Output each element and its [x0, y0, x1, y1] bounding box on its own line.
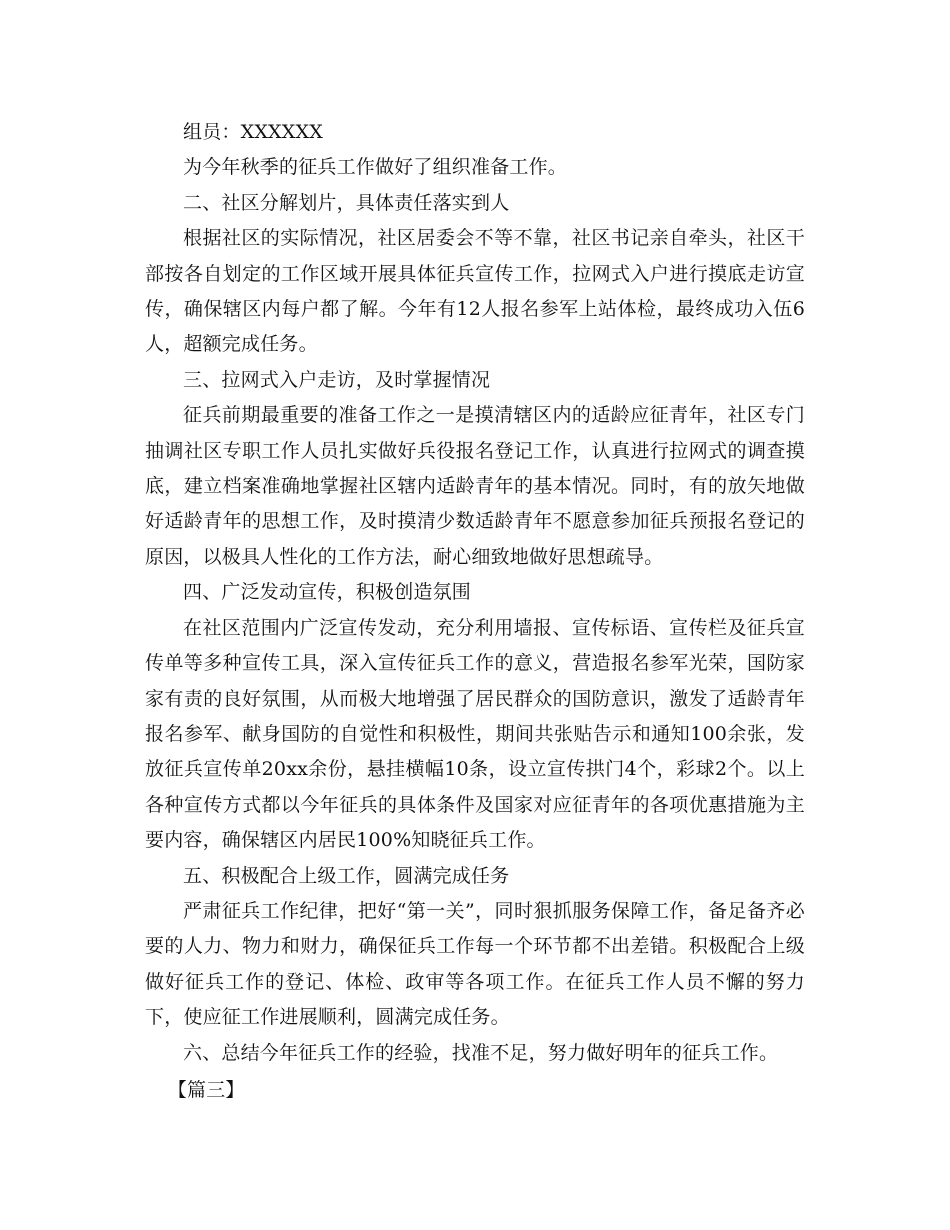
- section-heading-3: 三、拉网式入户走访，及时掌握情况: [183, 368, 491, 391]
- document-body: [145, 115, 805, 1108]
- section-heading-5: 五、积极配合上级工作，圆满完成任务: [183, 864, 510, 887]
- paragraph-section-2: 根据社区的实际情况，社区居委会不等不靠，社区书记亲自牵头，社区干部按各自划定的工作区域开展具体征兵宣传工作，拉网式入户进行摸底走访宣传，确保辖区内每户都了解。今年有12人报名参军上站体检，最终成功入伍6人，超额完成任务。: [145, 227, 805, 356]
- chapter-tag-part-three: 【篇三】: [167, 1078, 245, 1101]
- paragraph-section-3: 征兵前期最重要的准备工作之一是摸清辖区内的适龄应征青年，社区专门抽调社区专职工作人员扎实做好兵役报名登记工作，认真进行拉网式的调查摸底，建立档案准确地掌握社区辖内适龄青年的基本情况。同时，有的放矢地做好适龄青年的思想工作，及时摸清少数适龄青年不愿意参加征兵预报名登记的原因，以极具人性化的工作方法，耐心细致地做好思想疏导。: [145, 404, 805, 568]
- paragraph-members: 组员：XXXXXX: [183, 121, 323, 143]
- paragraph-section-4: 在社区范围内广泛宣传发动，充分利用墙报、宣传标语、宣传栏及征兵宣传单等多种宣传工具，深入宣传征兵工作的意义，营造报名参军光荣，国防家家有责的良好氛围，从而极大地增强了居民群众的国防意识，激发了适龄青年报名参军、献身国防的自觉性和积极性，期间共张贴告示和通知100余张，发放征兵宣传单20xx余份，悬挂横幅10条，设立宣传拱门4个，彩球2个。以上各种宣传方式都以今年征兵的具体条件及国家对应征青年的各项优惠措施为主要内容，确保辖区内居民100%知晓征兵工作。: [145, 616, 805, 852]
- paragraph-section-5: 严肃征兵工作纪律，把好“第一关”，同时狠抓服务保障工作，备足备齐必要的人力、物力和财力，确保征兵工作每一个环节都不出差错。积极配合上级做好征兵工作的登记、体检、政审等各项工作。在征兵工作人员不懈的努力下，使应征工作进展顺利，圆满完成任务。: [145, 899, 805, 1029]
- paragraph-preparation: 为今年秋季的征兵工作做好了组织准备工作。: [183, 156, 568, 179]
- section-heading-2: 二、社区分解划片，具体责任落实到人: [183, 191, 510, 214]
- section-heading-4: 四、广泛发动宣传，积极创造氛围: [183, 581, 472, 604]
- section-heading-6: 六、总结今年征兵工作的经验，找准不足，努力做好明年的征兵工作。: [183, 1041, 779, 1064]
